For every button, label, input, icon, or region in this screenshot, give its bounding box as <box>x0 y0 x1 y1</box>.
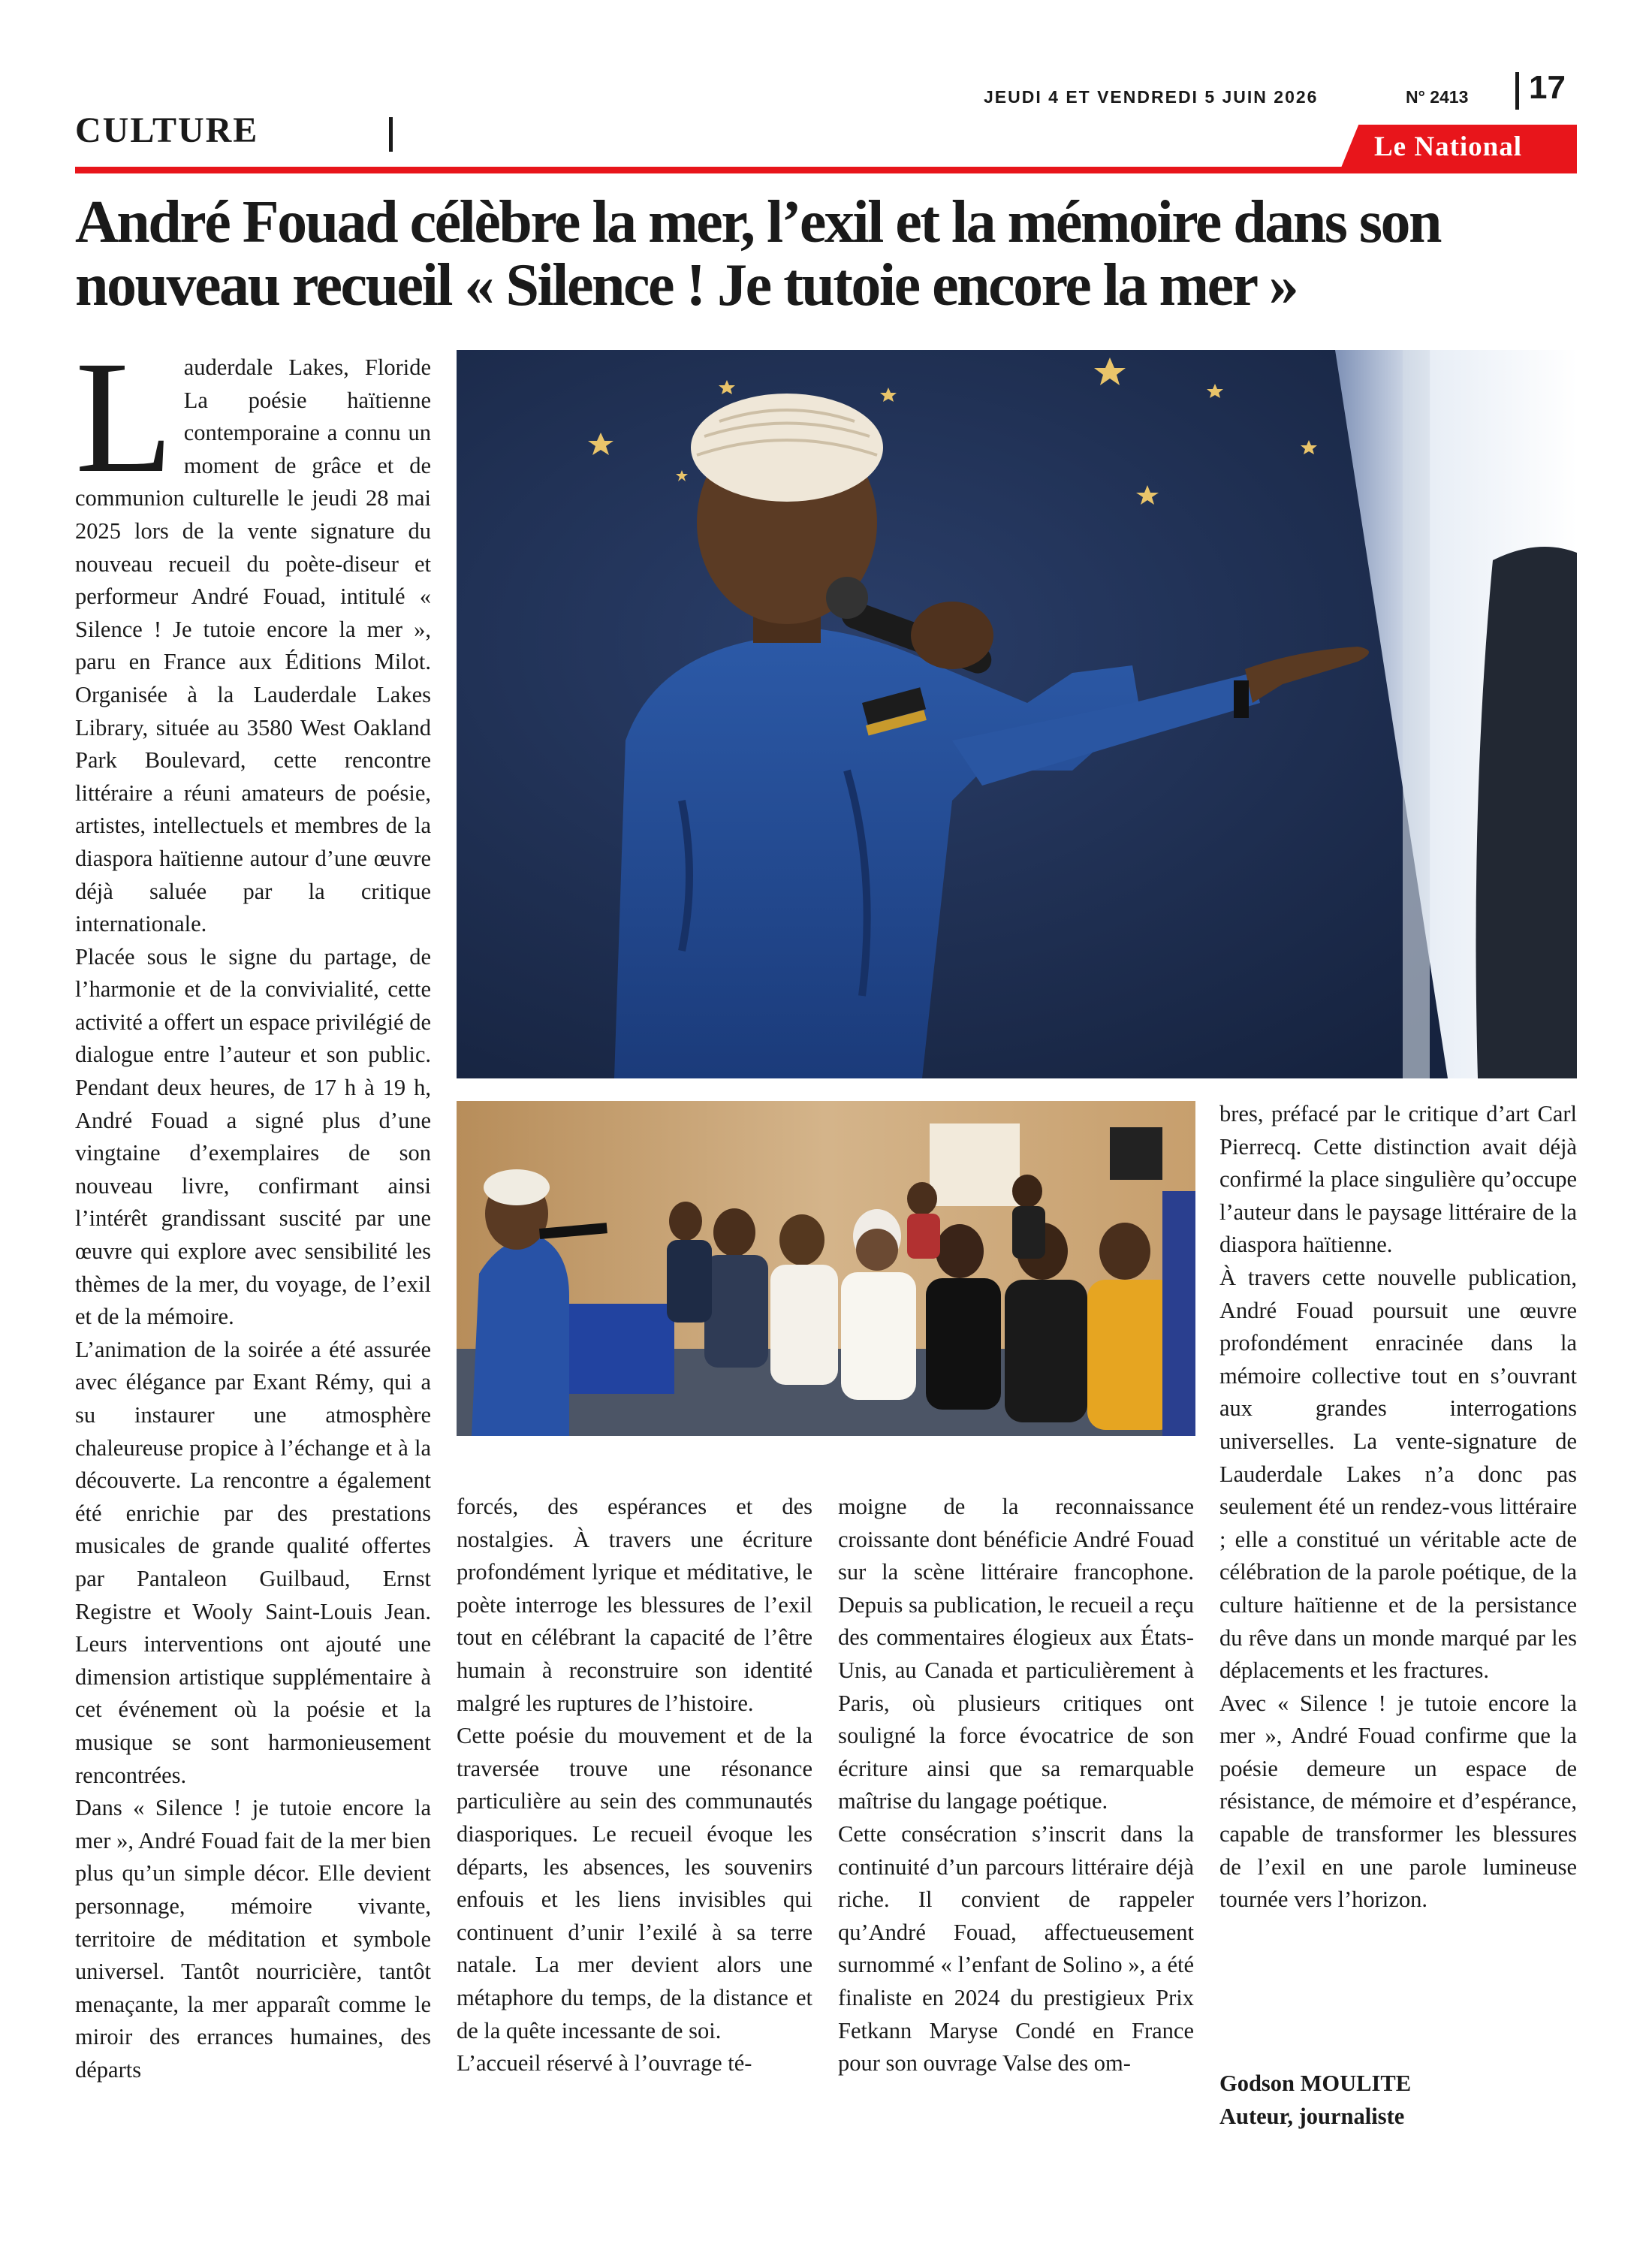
article-headline: André Fouad célèbre la mer, l’exil et la mémoire dans son nouveau recueil « Silence ! Je tutoie encore la mer » <box>75 189 1441 318</box>
drop-cap: L <box>75 328 173 506</box>
page-number: 17 <box>1529 69 1566 106</box>
section-title: CULTURE <box>75 110 259 150</box>
article-paragraph <box>75 328 431 941</box>
article-paragraph: Cette consécration s’inscrit dans la continuité d’un parcours littéraire déjà riche. Il convient de rappeler qu’André Fouad, affectueusement surnommé « l’enfant de Solino », a été finaliste en 2024 du prestigieux Prix Fetkann Maryse Condé en France pour son ouvrage Valse des om- <box>838 1820 1194 2077</box>
paragraph-text: auderdale Lakes, Floride La poésie haïtienne contemporaine a connu un moment de grâce et de communion culturelle le jeudi 28 mai 2025 lors de la vente signature du nouveau recueil du poète-diseur et performeur André Fouad, intitulé « Silence ! Je tutoie encore la mer », paru en France aux Éditions Milot. Organisée à la Lauderdale Lakes Library, située au 3580 West Oakland Park Boulevard, cette rencontre littéraire a réuni amateurs de poésie, artistes, intellectuels et membres de la diaspora haïtienne autour d’une œuvre déjà saluée par la critique internationale. <box>75 354 431 937</box>
dateline: JEUDI 4 ET VENDREDI 5 JUIN 2026 <box>984 87 1319 107</box>
article-paragraph: À travers cette nouvelle publication, André Fouad poursuit une œuvre profondément enracinée dans la mémoire collective tout en s’ouvrant aux grandes interrogations universelles. La vente-signature de Lauderdale Lakes n’a donc pas seulement été un rendez-vous littéraire ; elle a constitué un véritable acte de célébration de la parole poétique, de la culture haïtienne et de la persistance du rêve dans un monde marqué par les déplacements et les fractures. <box>1219 1264 1577 1684</box>
performer-photo <box>457 350 1577 1078</box>
article-column-1 <box>75 328 431 2086</box>
article-paragraph: Dans « Silence ! je tutoie encore la mer », André Fouad fait de la mer bien plus qu’un simple décor. Elle devient personnage, mémoire vivante, territoire de méditation et symbole universel. Tantôt nourricière, tantôt menaçante, la mer apparaît comme le miroir des errances humaines, des départs <box>75 1795 431 2083</box>
article-column-3 <box>838 1491 1194 2080</box>
header-rule <box>75 167 1577 173</box>
article-column-4 <box>1219 1098 1577 1917</box>
article-paragraph: L’accueil réservé à l’ouvrage té- <box>457 2050 752 2077</box>
audience-photo <box>457 1101 1195 1436</box>
section-divider <box>389 117 393 152</box>
author-name: Godson MOULITE <box>1219 2071 1412 2096</box>
author-signoff <box>1219 2067 1577 2133</box>
issue-number: N° 2413 <box>1406 87 1469 107</box>
article-paragraph: Placée sous le signe du partage, de l’harmonie et de la convivialité, cette activité a offert un espace privilégié de dialogue entre l’auteur et son public. Pendant deux heures, de 17 h à 19 h, André Fouad a signé plus d’une vingtaine d’exemplaires de son nouveau livre, confirmant ainsi l’intérêt grandissant suscité par une œuvre qui explore avec sensibilité les thèmes de la mer, du voyage, de l’exil et de la mémoire. <box>75 943 431 1330</box>
page-divider <box>1515 72 1519 110</box>
article-paragraph: L’animation de la soirée a été assurée avec élégance par Exant Rémy, qui a su instaurer une atmosphère chaleureuse propice à l’échange et à la découverte. La rencontre a également été enrichie par des prestations musicales de grande qualité offertes par Pantaleon Guilbaud, Ernst Registre et Wooly Saint-Louis Jean. Leurs interventions ont ajouté une dimension artistique supplémentaire à cet événement où la poésie et la musique se sont harmonieusement rencontrées. <box>75 1336 431 1788</box>
article-paragraph: Avec « Silence ! je tutoie encore la mer », André Fouad confirme que la poésie demeure un espace de résistance, de mémoire et d’espérance, capable de transformer les blessures de l’exil en une parole lumineuse tournée vers l’horizon. <box>1219 1690 1577 1913</box>
author-role: Auteur, journaliste <box>1219 2104 1405 2129</box>
article-paragraph: bres, préfacé par le critique d’art Carl Pierrecq. Cette distinction avait déjà confirmé la place singulière qu’occupe l’auteur dans le paysage littéraire de la diaspora haïtienne. <box>1219 1101 1577 1258</box>
article-paragraph: forcés, des espérances et des nostalgies. À travers une écriture profondément lyrique et méditative, le poète interroge les blessures de l’exil tout en célébrant la capacité de l’être humain à reconstruire son identité malgré les ruptures de l’histoire. <box>457 1494 812 1716</box>
article-paragraph: moigne de la reconnaissance croissante dont bénéficie André Fouad sur la scène littéraire francophone. Depuis sa publication, le recueil a reçu des commentaires élogieux aux États-Unis, au Canada et particulièrement à Paris, où plusieurs critiques ont souligné la force évocatrice de son écriture ainsi que sa remarquable maîtrise du langage poétique. <box>838 1494 1194 1814</box>
publication-name: Le National <box>1374 131 1523 162</box>
article-column-2 <box>457 1491 812 2080</box>
article-paragraph: Cette poésie du mouvement et de la traversée trouve une résonance particulière au sein des communautés diasporiques. Le recueil évoque les départs, les absences, les souvenirs enfouis et les liens invisibles qui continuent d’unir l’exilé à sa terre natale. La mer devient alors une métaphore du temps, de la distance et de la quête incessante de soi. <box>457 1723 812 2043</box>
